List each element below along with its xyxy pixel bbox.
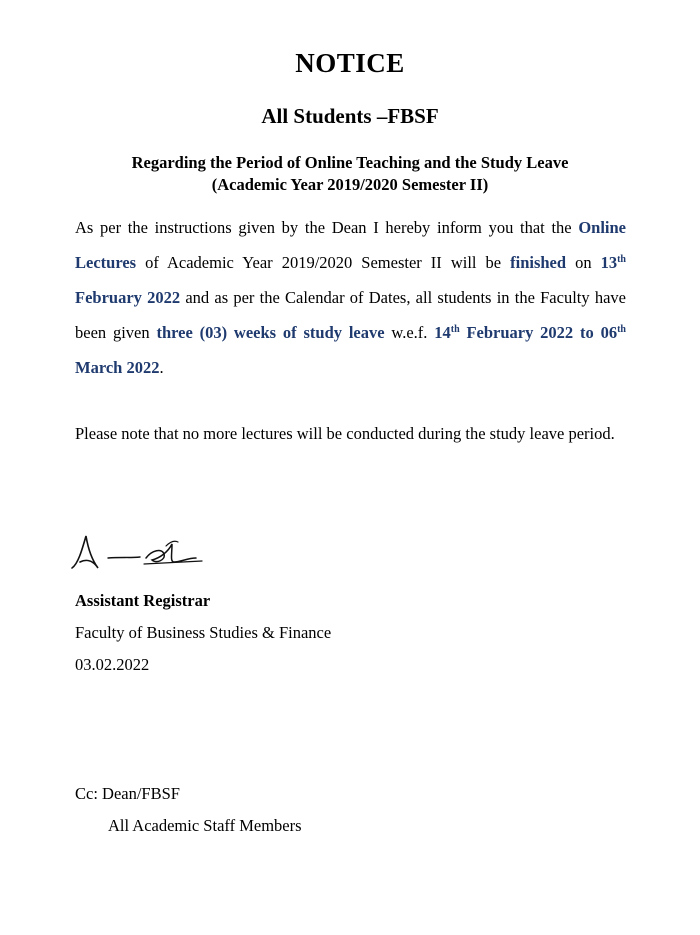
p1-text-j: w.e.f.: [384, 323, 435, 342]
p1-text-c: of Academic Year 2019/2020 Semester II will be: [136, 253, 511, 272]
notice-title: NOTICE: [295, 48, 405, 78]
notice-date: 03.02.2022: [75, 655, 150, 674]
leave-start-day: 14: [434, 323, 451, 342]
leave-end-rest: March 2022: [75, 358, 160, 377]
p1-text-a: As per the instructions given by the Dean I hereby inform you that the: [75, 218, 579, 237]
end-month-year: February 2022: [75, 288, 181, 307]
leave-end-suffix: th: [617, 324, 626, 335]
signature-image: [68, 528, 208, 576]
cc-block: [75, 778, 302, 842]
cc-line-1: Cc: Dean/FBSF: [75, 784, 180, 803]
leave-start-suffix: th: [450, 324, 460, 335]
finished-highlight: finished: [510, 253, 567, 272]
body-paragraph-1: [75, 210, 626, 385]
online-lectures-highlight: Online Lectures: [75, 218, 626, 272]
notice-subtitle: All Students –FBSF: [261, 104, 439, 128]
p1-text-n: .: [159, 358, 164, 377]
signatory-block: [75, 585, 331, 681]
p1-text-h: and as per the Calendar of Dates, all students in the Faculty have been given: [75, 288, 626, 342]
p1-text-e: on: [566, 253, 601, 272]
end-day: 13: [600, 253, 618, 272]
cc-line-2: All Academic Staff Members: [108, 816, 302, 835]
signatory-title: Assistant Registrar: [75, 591, 211, 610]
signatory-faculty: Faculty of Business Studies & Finance: [75, 623, 332, 642]
notice-heading: [0, 152, 700, 196]
leave-start-rest: February 2022 to 06: [459, 323, 618, 342]
heading-line-2: (Academic Year 2019/2020 Semester II): [211, 175, 489, 194]
body-paragraph-2: Please note that no more lectures will be conducted during the study leave period.: [75, 424, 615, 443]
heading-line-1: Regarding the Period of Online Teaching and the Study Leave: [131, 153, 569, 172]
study-leave-highlight: three (03) weeks of study leave: [156, 323, 385, 342]
end-day-suffix: th: [617, 254, 626, 265]
